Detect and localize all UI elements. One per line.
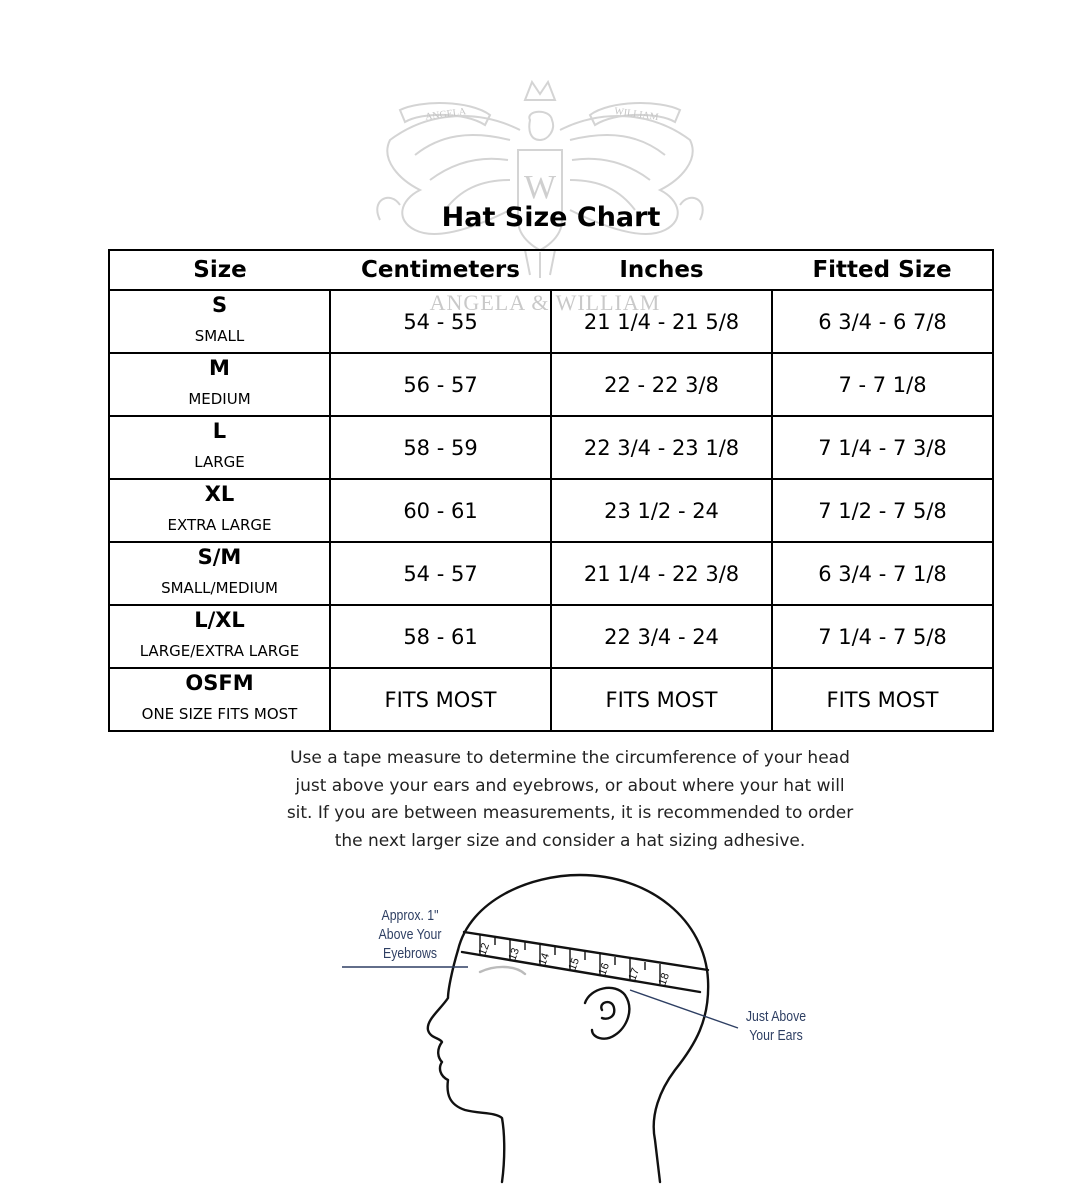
size-cell — [109, 416, 330, 479]
cm-cell: FITS MOST — [330, 668, 551, 731]
fitted-cell: 7 1/4 - 7 3/8 — [772, 416, 993, 479]
inches-cell: 22 3/4 - 23 1/8 — [551, 416, 772, 479]
instruction-line: Use a tape measure to determine the circumference of your head — [290, 748, 850, 768]
inches-cell: 22 - 22 3/8 — [551, 353, 772, 416]
size-name: EXTRA LARGE — [167, 515, 272, 534]
page-title: Hat Size Chart — [441, 202, 661, 233]
size-code: L/XL — [194, 607, 245, 632]
header-fitted-size: Fitted Size — [772, 250, 993, 290]
table-row — [109, 479, 993, 542]
size-name: LARGE — [194, 452, 245, 471]
size-name: SMALL — [194, 326, 245, 345]
inches-cell: 21 1/4 - 22 3/8 — [551, 542, 772, 605]
eyebrows-label-line: Approx. 1" — [381, 907, 439, 924]
size-cell — [109, 605, 330, 668]
ears-label-line: Your Ears — [749, 1027, 803, 1044]
tape-mark: 15 — [566, 956, 583, 973]
watermark-banner-left: ANGELA — [424, 106, 467, 123]
size-code: XL — [204, 481, 235, 506]
eyebrows-label — [362, 906, 457, 963]
tape-mark: 16 — [596, 961, 613, 978]
size-name: MEDIUM — [188, 389, 251, 408]
tape-mark: 13 — [506, 946, 523, 963]
watermark-brand-text: ANGELA & WILLIAM — [429, 290, 661, 315]
size-cell — [109, 542, 330, 605]
ears-label — [735, 1007, 817, 1045]
inches-cell: 23 1/2 - 24 — [551, 479, 772, 542]
size-code: OSFM — [185, 670, 254, 695]
table-row — [109, 353, 993, 416]
fitted-cell: 7 1/4 - 7 5/8 — [772, 605, 993, 668]
inches-cell: 22 3/4 - 24 — [551, 605, 772, 668]
instruction-line: just above your ears and eyebrows, or about where your hat will — [295, 775, 845, 796]
cm-cell: 58 - 61 — [330, 605, 551, 668]
tape-mark: 12 — [476, 941, 493, 958]
header-size: Size — [109, 250, 330, 290]
eyebrows-label-line: Above Your — [378, 926, 442, 943]
size-chart-table — [108, 249, 994, 732]
size-cell — [109, 668, 330, 731]
table-row — [109, 668, 993, 731]
size-cell — [109, 353, 330, 416]
instruction-line: sit. If you are between measurements, it is recommended to order — [286, 803, 854, 823]
inches-cell: FITS MOST — [551, 668, 772, 731]
size-code: L — [212, 418, 227, 443]
fitted-cell: FITS MOST — [772, 668, 993, 731]
table-row — [109, 290, 993, 353]
watermark-monogram: W — [523, 169, 557, 206]
tape-mark: 18 — [656, 971, 673, 988]
size-cell — [109, 479, 330, 542]
fitted-cell: 7 - 7 1/8 — [772, 353, 993, 416]
size-cell — [109, 290, 330, 353]
watermark-banner-right: WILLIAM — [613, 105, 660, 124]
size-name: ONE SIZE FITS MOST — [141, 704, 298, 723]
table-row — [109, 416, 993, 479]
fitted-cell: 7 1/2 - 7 5/8 — [772, 479, 993, 542]
instruction-line: the next larger size and consider a hat sizing adhesive. — [334, 830, 806, 851]
header-inches: Inches — [551, 250, 772, 290]
cm-cell: 58 - 59 — [330, 416, 551, 479]
size-name: LARGE/EXTRA LARGE — [139, 641, 300, 660]
cm-cell: 54 - 57 — [330, 542, 551, 605]
size-code: M — [209, 355, 230, 380]
head-measurement-diagram — [330, 870, 850, 1184]
cm-cell: 60 - 61 — [330, 479, 551, 542]
cm-cell: 56 - 57 — [330, 353, 551, 416]
table-header-row — [109, 250, 993, 290]
size-code: S/M — [197, 544, 242, 569]
fitted-cell: 6 3/4 - 7 1/8 — [772, 542, 993, 605]
tape-mark: 14 — [536, 951, 553, 968]
cm-cell: 54 - 55 — [330, 290, 551, 353]
tape-mark: 17 — [626, 966, 643, 983]
fitted-cell: 6 3/4 - 6 7/8 — [772, 290, 993, 353]
inches-cell: 21 1/4 - 21 5/8 — [551, 290, 772, 353]
size-name: SMALL/MEDIUM — [161, 578, 278, 597]
measuring-instructions — [270, 745, 870, 855]
ears-label-line: Just Above — [745, 1008, 807, 1025]
table-row — [109, 542, 993, 605]
header-centimeters: Centimeters — [330, 250, 551, 290]
eyebrows-label-line: Eyebrows — [382, 945, 437, 962]
size-code: S — [211, 292, 228, 317]
table-row — [109, 605, 993, 668]
